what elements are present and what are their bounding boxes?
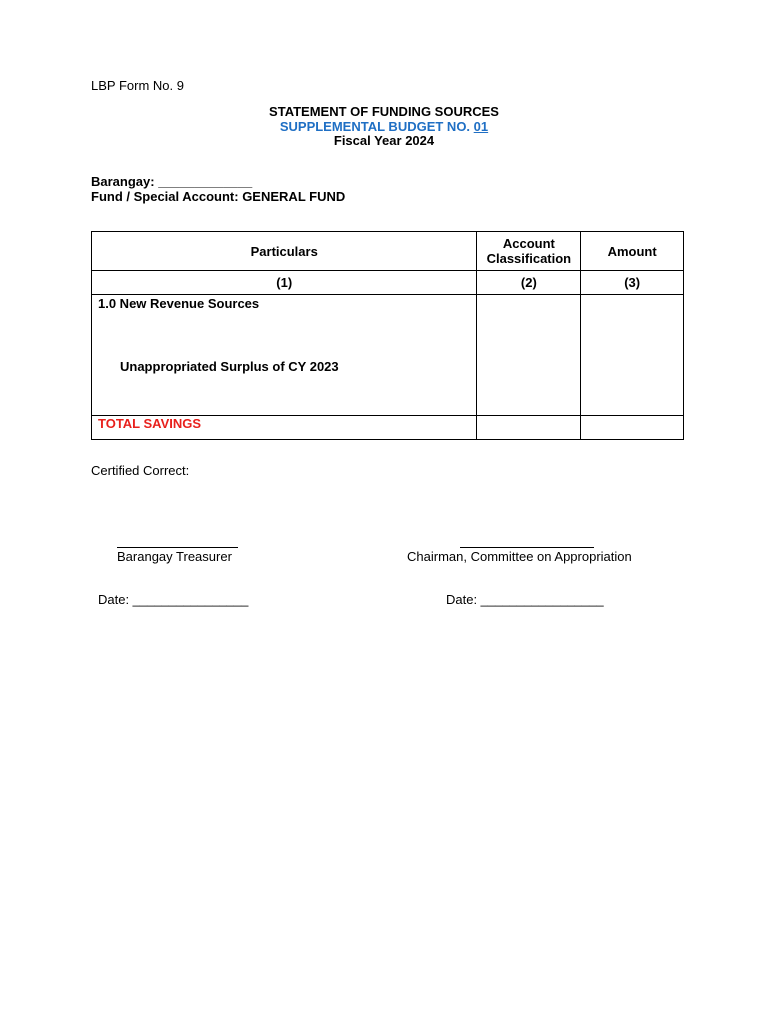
total-account-cell (477, 416, 581, 440)
section-heading: 1.0 New Revenue Sources (98, 296, 260, 311)
column-number-2: (2) (477, 271, 581, 295)
form-number: LBP Form No. 9 (91, 78, 184, 93)
column-header-account-classification (477, 232, 581, 271)
fiscal-year: Fiscal Year 2024 (333, 133, 435, 148)
column-number-row (92, 271, 684, 295)
column-header-account-line-1: Account (502, 236, 555, 251)
document-title-block (0, 105, 768, 149)
column-number-1: (1) (92, 271, 477, 295)
treasurer-signature-line (117, 547, 238, 548)
total-savings-label: TOTAL SAVINGS (98, 416, 202, 431)
treasurer-date-field: Date: ________________ (98, 592, 249, 607)
document-title: STATEMENT OF FUNDING SOURCES (269, 104, 499, 119)
column-header-account-line-2: Classification (486, 251, 572, 266)
table-row (92, 295, 684, 416)
barangay-field: Barangay: _____________ (91, 174, 253, 189)
column-header-amount: Amount (581, 232, 684, 271)
column-header-particulars: Particulars (92, 232, 477, 271)
chairman-date-field: Date: _________________ (446, 592, 604, 607)
funding-sources-table (91, 231, 684, 440)
amount-cell (581, 295, 684, 416)
line-item: Unappropriated Surplus of CY 2023 (120, 359, 339, 374)
fund-info (91, 175, 345, 204)
certified-correct-label: Certified Correct: (91, 463, 190, 478)
total-amount-cell (581, 416, 684, 440)
account-classification-cell (477, 295, 581, 416)
fund-account-field: Fund / Special Account: GENERAL FUND (91, 188, 346, 204)
supplemental-budget-line (0, 120, 768, 135)
supplemental-budget-number: 01 (473, 118, 489, 134)
chairman-label: Chairman, Committee on Appropriation (407, 549, 632, 564)
treasurer-label: Barangay Treasurer (117, 549, 232, 564)
particulars-cell (92, 295, 477, 416)
supplemental-budget-label: SUPPLEMENTAL BUDGET NO. (279, 118, 471, 134)
table-header-row (92, 232, 684, 271)
column-number-3: (3) (581, 271, 684, 295)
chairman-signature-line (460, 547, 594, 548)
total-label-cell (92, 416, 477, 440)
total-row (92, 416, 684, 440)
